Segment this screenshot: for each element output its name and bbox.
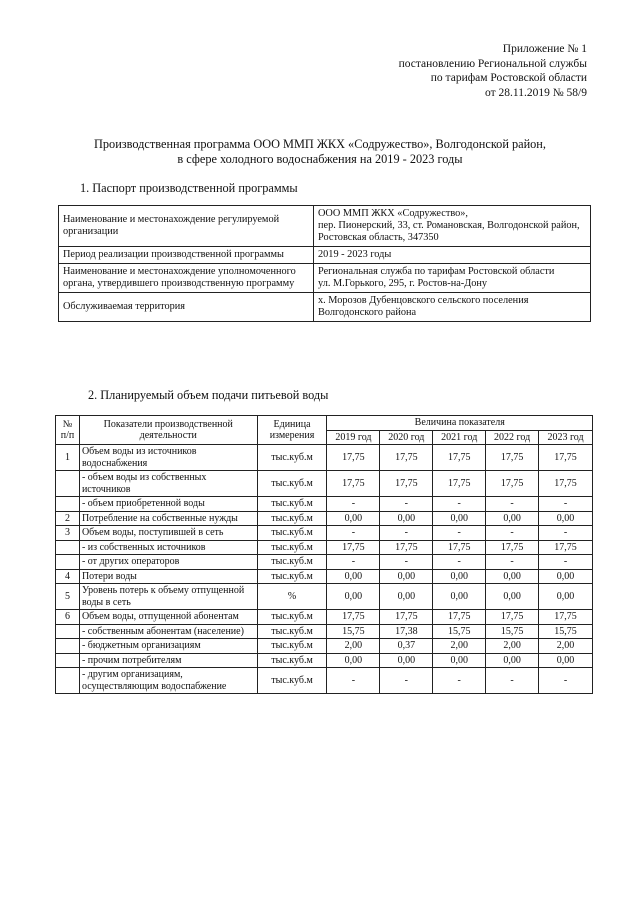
- passport-value: [314, 264, 591, 293]
- row-num: [56, 653, 80, 668]
- row-unit: тыс.куб.м: [257, 569, 327, 584]
- row-unit: тыс.куб.м: [257, 540, 327, 555]
- row-unit: тыс.куб.м: [257, 497, 327, 512]
- volume-table: [55, 415, 593, 694]
- row-value: 17,75: [380, 610, 433, 625]
- row-num: 4: [56, 569, 80, 584]
- row-value: 2,00: [327, 639, 380, 654]
- table-row: [56, 445, 593, 471]
- passport-label: Обслуживаемая территория: [59, 293, 314, 322]
- table-row: [56, 584, 593, 610]
- passport-value-line: х. Морозов Дубенцовского сельского поселения Волгодонского района: [318, 295, 529, 318]
- row-value: -: [433, 497, 486, 512]
- row-value: 17,75: [327, 540, 380, 555]
- row-value: 17,75: [433, 471, 486, 497]
- row-value: 2,00: [433, 639, 486, 654]
- row-value: -: [486, 497, 539, 512]
- passport-value: [314, 206, 591, 247]
- row-num: [56, 668, 80, 694]
- row-value: -: [539, 497, 593, 512]
- row-value: 17,75: [539, 445, 593, 471]
- row-name: Потери воды: [79, 569, 257, 584]
- row-num: [56, 497, 80, 512]
- row-num: [56, 471, 80, 497]
- table-row: [56, 526, 593, 541]
- row-name: - объем приобретенной воды: [79, 497, 257, 512]
- header-line-2: постановлению Региональной службы: [398, 57, 587, 70]
- row-value: -: [327, 526, 380, 541]
- row-value: 0,00: [539, 584, 593, 610]
- row-unit: тыс.куб.м: [257, 526, 327, 541]
- row-unit: тыс.куб.м: [257, 555, 327, 570]
- row-name: - другим организациям, осуществляющим водоспабжение: [79, 668, 257, 694]
- passport-row: [59, 264, 591, 293]
- passport-label: Наименование и местонахождение уполномоченного органа, утвердившего производственную программу: [59, 264, 314, 293]
- row-value: 17,75: [539, 540, 593, 555]
- row-value: 0,37: [380, 639, 433, 654]
- row-num: [56, 555, 80, 570]
- row-value: 0,00: [380, 569, 433, 584]
- row-value: -: [380, 668, 433, 694]
- row-value: 0,00: [433, 584, 486, 610]
- row-value: 17,75: [486, 445, 539, 471]
- header-num: № п/п: [56, 416, 80, 445]
- passport-value-line: ООО ММП ЖКХ «Содружество»,: [318, 208, 468, 219]
- row-value: 0,00: [433, 569, 486, 584]
- row-value: 17,75: [327, 445, 380, 471]
- row-name: - из собственных источников: [79, 540, 257, 555]
- row-value: -: [486, 526, 539, 541]
- row-value: 0,00: [327, 569, 380, 584]
- row-name: - бюджетным организациям: [79, 639, 257, 654]
- document-title: [0, 137, 640, 167]
- passport-value: [314, 247, 591, 264]
- row-value: 0,00: [539, 511, 593, 526]
- row-value: 17,75: [327, 610, 380, 625]
- row-name: Объем воды из источников водоснабжения: [79, 445, 257, 471]
- row-unit: тыс.куб.м: [257, 471, 327, 497]
- row-name: - объем воды из собственных источников: [79, 471, 257, 497]
- row-value: -: [433, 526, 486, 541]
- row-value: 0,00: [327, 511, 380, 526]
- row-name: - собственным абонентам (население): [79, 624, 257, 639]
- row-value: 17,75: [380, 471, 433, 497]
- table-row: [56, 653, 593, 668]
- row-value: 17,75: [433, 445, 486, 471]
- table-row: [56, 569, 593, 584]
- row-name: Уровень потерь к объему отпущенной воды в сеть: [79, 584, 257, 610]
- table-row: [56, 639, 593, 654]
- row-name: - прочим потребителям: [79, 653, 257, 668]
- passport-table: [58, 205, 591, 322]
- row-value: 17,75: [327, 471, 380, 497]
- row-value: 0,00: [433, 511, 486, 526]
- header-unit: Единица измерения: [257, 416, 327, 445]
- row-value: -: [539, 668, 593, 694]
- row-value: 0,00: [327, 653, 380, 668]
- row-unit: тыс.куб.м: [257, 639, 327, 654]
- table-row: [56, 668, 593, 694]
- row-value: 15,75: [327, 624, 380, 639]
- row-value: 15,75: [486, 624, 539, 639]
- table-row: [56, 540, 593, 555]
- row-num: 1: [56, 445, 80, 471]
- passport-value-line: 2019 - 2023 годы: [318, 249, 392, 260]
- section-1-heading: 1. Паспорт производственной программы: [80, 181, 298, 195]
- row-value: 17,75: [380, 445, 433, 471]
- passport-value: [314, 293, 591, 322]
- row-value: 2,00: [486, 639, 539, 654]
- passport-row: [59, 206, 591, 247]
- row-value: 17,75: [380, 540, 433, 555]
- row-unit: тыс.куб.м: [257, 624, 327, 639]
- row-num: 5: [56, 584, 80, 610]
- row-value: -: [327, 668, 380, 694]
- passport-label: Период реализации производственной программы: [59, 247, 314, 264]
- row-value: 0,00: [539, 569, 593, 584]
- header-value-group: Величина показателя: [327, 416, 593, 431]
- row-value: 0,00: [539, 653, 593, 668]
- row-value: 0,00: [380, 653, 433, 668]
- row-num: [56, 639, 80, 654]
- row-num: 6: [56, 610, 80, 625]
- row-value: -: [486, 555, 539, 570]
- row-value: 2,00: [539, 639, 593, 654]
- row-name: - от других операторов: [79, 555, 257, 570]
- row-value: 17,75: [486, 471, 539, 497]
- row-unit: тыс.куб.м: [257, 610, 327, 625]
- row-value: 0,00: [327, 584, 380, 610]
- row-value: 15,75: [433, 624, 486, 639]
- header-year: 2020 год: [380, 430, 433, 445]
- row-unit: тыс.куб.м: [257, 511, 327, 526]
- row-value: -: [433, 668, 486, 694]
- row-value: -: [380, 555, 433, 570]
- row-value: 17,75: [539, 471, 593, 497]
- row-name: Объем воды, отпущенной абонентам: [79, 610, 257, 625]
- volume-header-row-1: [56, 416, 593, 431]
- row-value: 0,00: [486, 584, 539, 610]
- row-value: -: [433, 555, 486, 570]
- row-value: 0,00: [380, 511, 433, 526]
- row-value: 15,75: [539, 624, 593, 639]
- table-row: [56, 511, 593, 526]
- row-value: 0,00: [486, 653, 539, 668]
- passport-row: [59, 247, 591, 264]
- table-row: [56, 624, 593, 639]
- header-line-1: Приложение № 1: [502, 43, 587, 55]
- row-value: 17,75: [486, 610, 539, 625]
- row-value: 0,00: [380, 584, 433, 610]
- row-num: 3: [56, 526, 80, 541]
- row-num: [56, 540, 80, 555]
- document-header: [399, 42, 587, 100]
- passport-value-line: ул. М.Горького, 295, г. Ростов-на-Дону: [318, 278, 488, 289]
- row-num: 2: [56, 511, 80, 526]
- header-line-3: по тарифам Ростовской области: [430, 72, 587, 84]
- table-row: [56, 555, 593, 570]
- row-value: -: [486, 668, 539, 694]
- row-value: 17,75: [433, 540, 486, 555]
- row-num: [56, 624, 80, 639]
- row-unit: тыс.куб.м: [257, 445, 327, 471]
- row-value: 17,75: [486, 540, 539, 555]
- header-year: 2021 год: [433, 430, 486, 445]
- row-value: 17,75: [539, 610, 593, 625]
- header-year: 2019 год: [327, 430, 380, 445]
- title-line-2: в сфере холодного водоснабжения на 2019 - 2023 годы: [177, 152, 463, 166]
- row-value: -: [539, 526, 593, 541]
- row-value: -: [380, 497, 433, 512]
- row-value: 0,00: [433, 653, 486, 668]
- passport-value-line: Региональная служба по тарифам Ростовской области: [318, 266, 555, 277]
- table-row: [56, 610, 593, 625]
- table-row: [56, 471, 593, 497]
- row-unit: %: [257, 584, 327, 610]
- title-line-1: Производственная программа ООО ММП ЖКХ «Содружество», Волгодонской район,: [94, 137, 546, 151]
- header-year: 2022 год: [486, 430, 539, 445]
- section-2-heading: 2. Планируемый объем подачи питьевой воды: [88, 388, 329, 402]
- row-value: -: [327, 555, 380, 570]
- row-value: -: [539, 555, 593, 570]
- row-value: 0,00: [486, 569, 539, 584]
- row-name: Потребление на собственные нужды: [79, 511, 257, 526]
- passport-value-line: пер. Пионерский, 33, ст. Романовская, Волгодонской район, Ростовская область, 347350: [318, 220, 580, 243]
- row-unit: тыс.куб.м: [257, 668, 327, 694]
- row-value: -: [380, 526, 433, 541]
- passport-row: [59, 293, 591, 322]
- header-indicator: Показатели производственной деятельности: [79, 416, 257, 445]
- row-value: -: [327, 497, 380, 512]
- row-name: Объем воды, поступившей в сеть: [79, 526, 257, 541]
- row-unit: тыс.куб.м: [257, 653, 327, 668]
- row-value: 17,75: [433, 610, 486, 625]
- header-year: 2023 год: [539, 430, 593, 445]
- header-line-4: от 28.11.2019 № 58/9: [485, 86, 587, 99]
- passport-label: Наименование и местонахождение регулируемой организации: [59, 206, 314, 247]
- table-row: [56, 497, 593, 512]
- row-value: 17,38: [380, 624, 433, 639]
- row-value: 0,00: [486, 511, 539, 526]
